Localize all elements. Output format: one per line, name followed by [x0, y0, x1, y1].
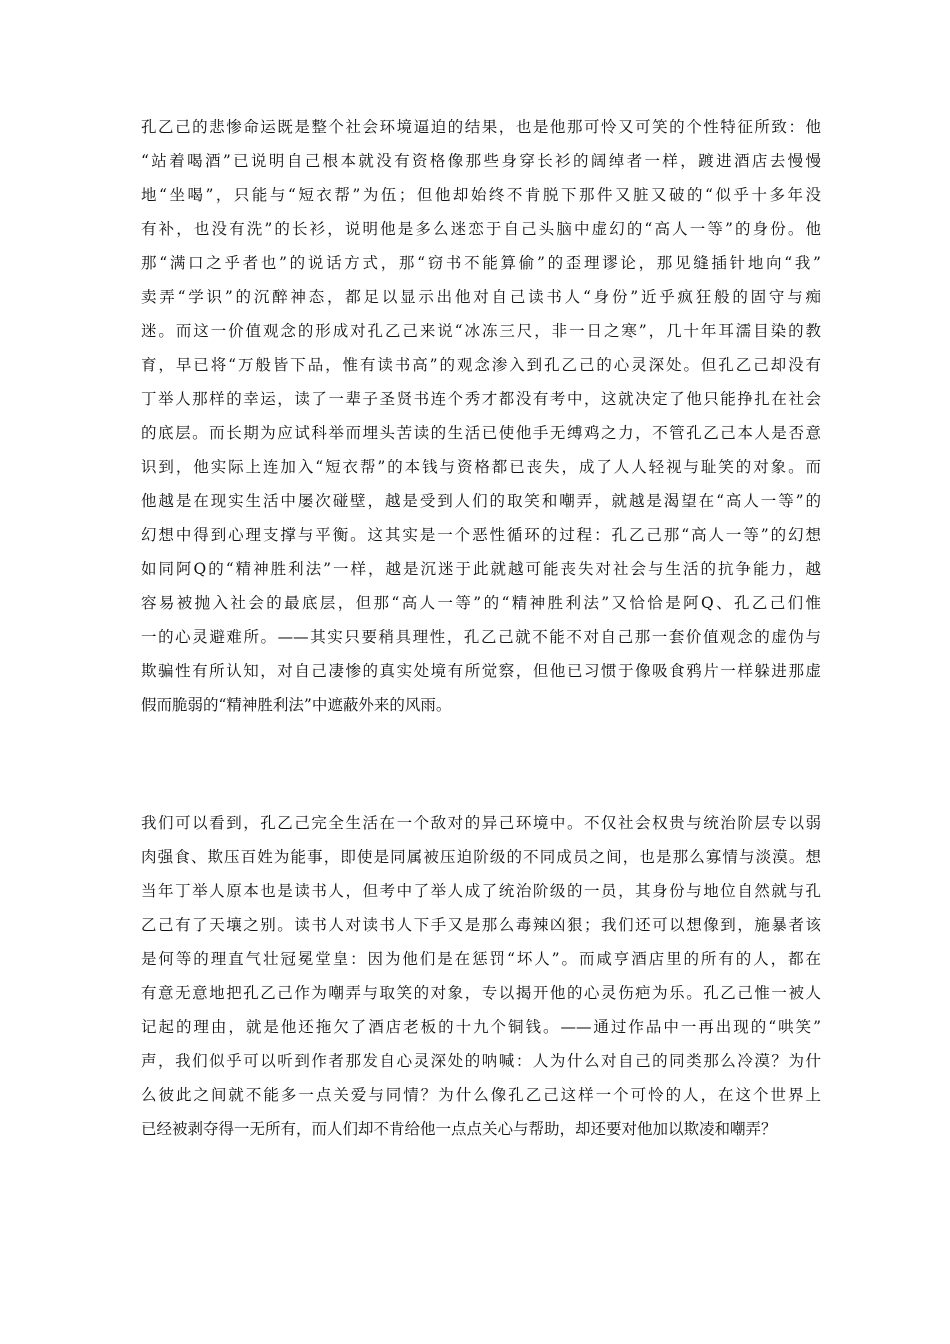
text-line: 如同阿Q的“精神胜利法”一样，越是沉迷于此就越可能丧失对社会与生活的抗争能力，越: [141, 560, 821, 578]
text-line: 是何等的理直气壮冠冕堂皇：因为他们是在惩罚“坏人”。而咸亨酒店里的所有的人，都在: [141, 950, 821, 968]
text-line: 育，早已将“万般皆下品，惟有读书高”的观念渗入到孔乙己的心灵深处。但孔乙己却没有: [141, 356, 821, 374]
text-line: 我们可以看到，孔乙己完全生活在一个敌对的异己环境中。不仅社会权贵与统治阶层专以弱: [141, 814, 821, 832]
text-line: 幻想中得到心理支撑与平衡。这其实是一个恶性循环的过程：孔乙己那“高人一等”的幻想: [141, 526, 821, 544]
text-line: 记起的理由，就是他还拖欠了酒店老板的十九个铜钱。——通过作品中一再出现的“哄笑”: [141, 1018, 821, 1036]
text-line: 容易被抛入社会的最底层，但那“高人一等”的“精神胜利法”又恰恰是阿Q、孔乙己们惟: [141, 594, 822, 612]
text-line: “站着喝酒”已说明自己根本就没有资格像那些身穿长衫的阔绰者一样，踱进酒店去慢慢: [141, 152, 821, 170]
text-line: 欺骗性有所认知，对自己凄惨的真实处境有所觉察，但他已习惯于像吸食鸦片一样躲进那虚: [141, 662, 821, 680]
text-line: 当年丁举人原本也是读书人，但考中了举人成了统治阶级的一员，其身份与地位自然就与孔: [141, 882, 821, 900]
text-line: 孔乙己的悲惨命运既是整个社会环境逼迫的结果，也是他那可怜又可笑的个性特征所致：他: [141, 118, 821, 136]
text-line: 识到，他实际上连加入“短衣帮”的本钱与资格都已丧失，成了人人轻视与耻笑的对象。而: [141, 458, 821, 476]
text-line: 声，我们似乎可以听到作者那发自心灵深处的呐喊：人为什么对自己的同类那么冷漠？为什: [141, 1052, 821, 1070]
text-line: 乙己有了天壤之别。读书人对读书人下手又是那么毒辣凶狠；我们还可以想像到，施暴者该: [141, 916, 821, 934]
text-line: 有补，也没有洗”的长衫，说明他是多么迷恋于自己头脑中虚幻的“高人一等”的身份。他: [141, 220, 821, 238]
text-line: 卖弄“学识”的沉醉神态，都足以显示出他对自己读书人“身份”近乎疯狂般的固守与痴: [141, 288, 821, 306]
text-line: 肉强食、欺压百姓为能事，即使是同属被压迫阶级的不同成员之间，也是那么寡情与淡漠。想: [141, 848, 821, 866]
text-line: 地“坐喝”，只能与“短衣帮”为伍；但他却始终不肯脱下那件又脏又破的“似乎十多年没: [141, 186, 821, 204]
text-line: 丁举人那样的幸运，读了一辈子圣贤书连个秀才都没有考中，这就决定了他只能挣扎在社会: [141, 390, 821, 408]
text-line: 么彼此之间就不能多一点关爱与同情？为什么像孔乙己这样一个可怜的人，在这个世界上: [141, 1086, 821, 1104]
text-line: 迷。而这一价值观念的形成对孔乙己来说“冰冻三尺，非一日之寒”，几十年耳濡目染的教: [141, 322, 821, 340]
text-line: 一的心灵避难所。——其实只要稍具理性，孔乙己就不能不对自己那一套价值观念的虚伪与: [141, 628, 821, 646]
text-line: 假而脆弱的“精神胜利法”中遮蔽外来的风雨。: [141, 696, 452, 714]
text-line: 的底层。而长期为应试科举而埋头苦读的生活已使他手无缚鸡之力，不管孔乙己本人是否意: [141, 424, 821, 442]
text-line: 已经被剥夺得一无所有，而人们却不肯给他一点点关心与帮助，却还要对他加以欺凌和嘲弄？: [141, 1120, 777, 1138]
text-line: 那“满口之乎者也”的说话方式，那“窃书不能算偷”的歪理谬论，那见缝插针地向“我”: [141, 254, 821, 272]
paragraph-2: [141, 806, 821, 1146]
text-line: 他越是在现实生活中屡次碰壁，越是受到人们的取笑和嘲弄，就越是渴望在“高人一等”的: [141, 492, 821, 510]
text-line: 有意无意地把孔乙己作为嘲弄与取笑的对象，专以揭开他的心灵伤疤为乐。孔乙己惟一被人: [141, 984, 821, 1002]
paragraph-1: [141, 110, 821, 722]
